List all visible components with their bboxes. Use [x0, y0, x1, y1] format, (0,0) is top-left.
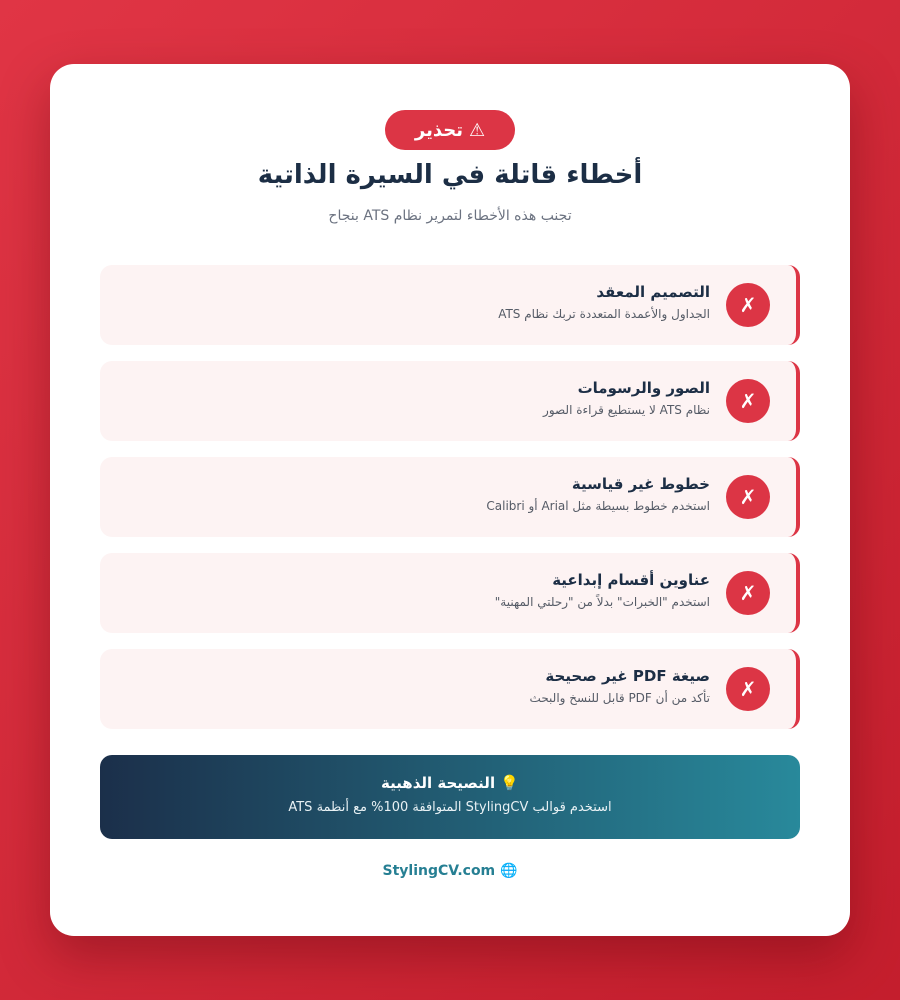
- mistake-description: تأكد من أن PDF قابل للنسخ والبحث: [529, 691, 710, 705]
- mistake-title: التصميم المعقد: [596, 283, 710, 301]
- mistake-title: الصور والرسومات: [577, 379, 710, 397]
- warning-card: [50, 64, 850, 936]
- lightbulb-icon: 💡: [500, 774, 520, 792]
- cross-icon: ✗: [726, 667, 770, 711]
- golden-tip-box: [100, 755, 800, 839]
- page-subtitle: تجنب هذه الأخطاء لتمرير نظام ATS بنجاح: [328, 208, 572, 224]
- golden-tip-label: النصيحة الذهبية: [380, 774, 496, 792]
- mistake-item-fonts: [100, 457, 800, 537]
- mistake-item-section-titles: [100, 553, 800, 633]
- footer-link[interactable]: [50, 863, 850, 879]
- mistake-description: نظام ATS لا يستطيع قراءة الصور: [543, 403, 710, 417]
- mistake-title: صيغة PDF غير صحيحة: [545, 667, 710, 685]
- cross-icon: ✗: [726, 379, 770, 423]
- mistake-item-images: [100, 361, 800, 441]
- mistake-item-complex-design: [100, 265, 800, 345]
- mistake-title: خطوط غير قياسية: [571, 475, 710, 493]
- footer-text[interactable]: StylingCV.com: [382, 863, 496, 879]
- cross-icon: ✗: [726, 283, 770, 327]
- mistake-description: الجداول والأعمدة المتعددة تربك نظام ATS: [498, 307, 710, 321]
- cross-icon: ✗: [726, 475, 770, 519]
- golden-tip-title: [100, 774, 800, 792]
- warning-badge-label: تحذير: [414, 119, 463, 141]
- golden-tip-text: استخدم قوالب StylingCV المتوافقة 100% مع أنظمة ATS: [288, 800, 612, 815]
- mistake-description: استخدم خطوط بسيطة مثل Arial أو Calibri: [486, 499, 710, 513]
- warning-badge: [385, 110, 515, 150]
- globe-icon: 🌐: [500, 863, 518, 879]
- mistake-description: استخدم "الخبرات" بدلاً من "رحلتي المهنية": [494, 595, 710, 609]
- page-title: أخطاء قاتلة في السيرة الذاتية: [257, 160, 643, 190]
- cross-icon: ✗: [726, 571, 770, 615]
- mistake-title: عناوين أقسام إبداعية: [552, 571, 710, 589]
- mistakes-list: [100, 265, 800, 745]
- warning-icon: ⚠: [468, 119, 486, 141]
- mistake-item-pdf: [100, 649, 800, 729]
